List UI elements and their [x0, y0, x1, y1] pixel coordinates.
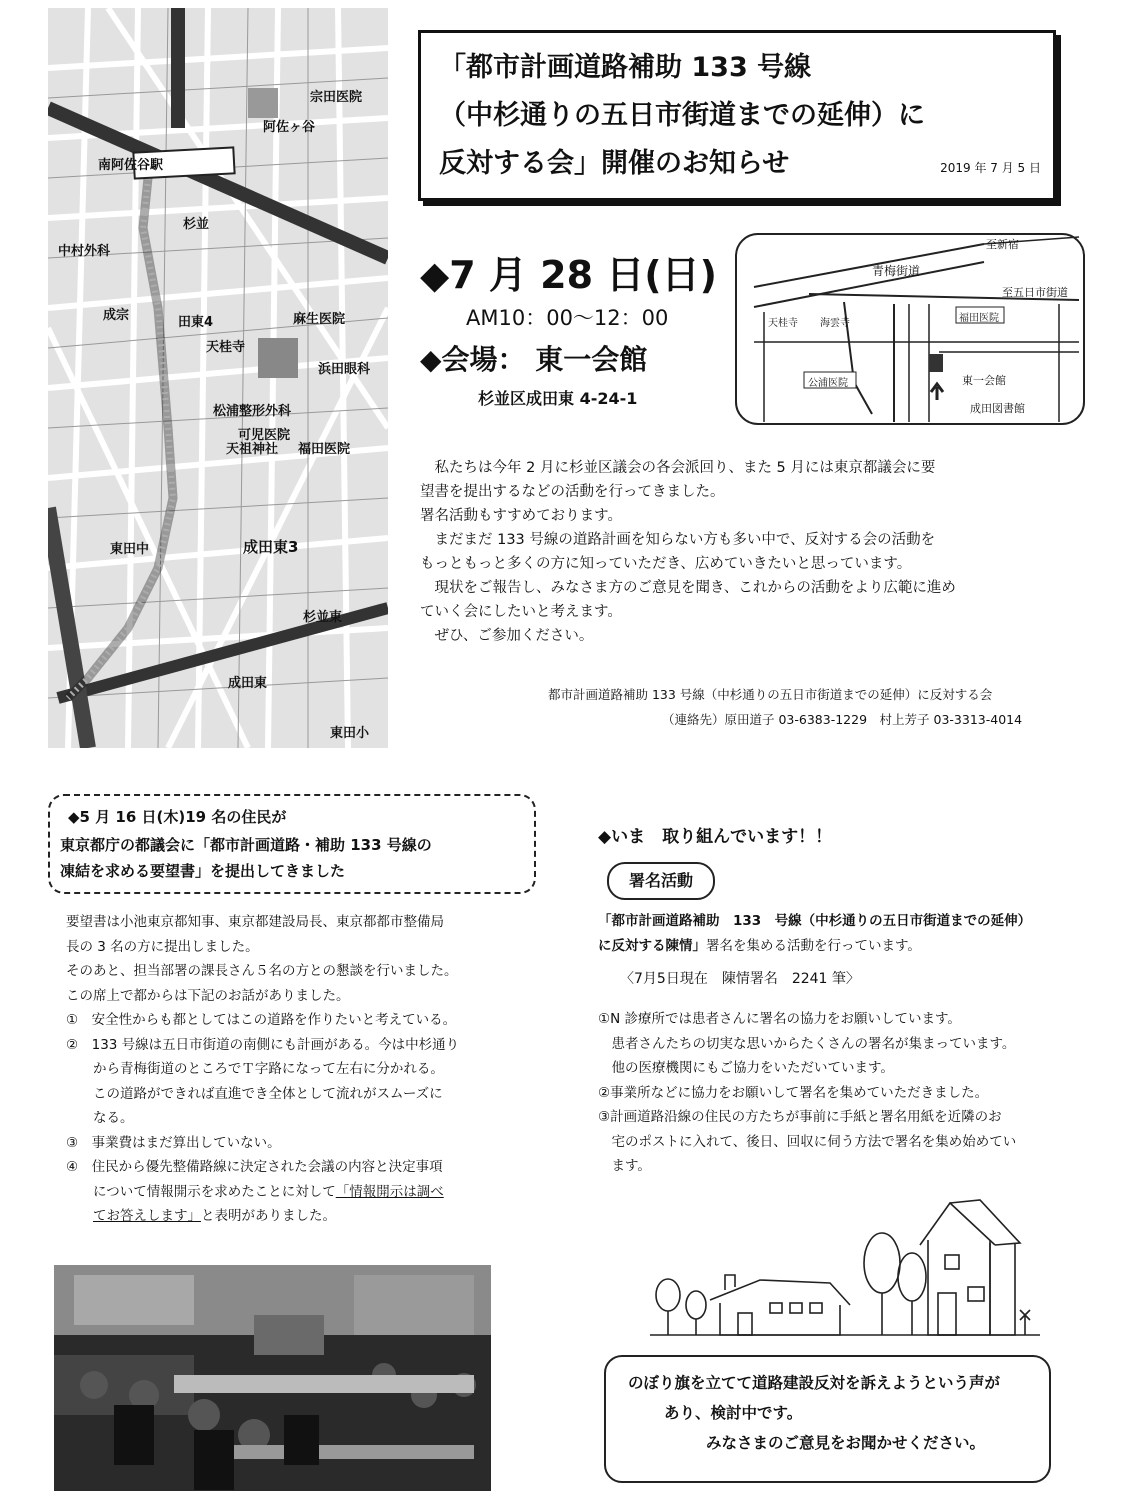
issue-date: 2019 年 7 月 5 日	[940, 161, 1041, 175]
intro-line: 署名活動もすすめております。	[420, 508, 622, 524]
map-label: 東田小	[330, 726, 370, 741]
map-label-kaiunji: 海雲寺	[820, 318, 850, 329]
event-time: AM10：00～12：00	[466, 306, 669, 330]
report-tail: と表明がありました。	[201, 1208, 336, 1224]
map-label: 東田中	[110, 542, 150, 557]
map-label-tenkeiji: 天桂寺	[768, 318, 798, 329]
signature-pill: 署名活動	[607, 862, 715, 900]
report-line: 長の 3 名の方に提出しました。	[66, 938, 259, 955]
bottom-line: あり、検討中です。	[664, 1404, 803, 1422]
map-label: 麻生医院	[293, 312, 346, 327]
petition-line2	[598, 934, 921, 954]
meeting-photo	[54, 1265, 491, 1491]
org-contact: （連絡先）原田道子 03-6383-1229 村上芳子 03-3313-4014	[662, 712, 1023, 727]
petition-title: に反対する陳情」	[598, 938, 706, 954]
report-line: ② 133 号線は五日市街道の南側にも計画がある。今は中杉通り	[66, 1036, 460, 1053]
intro-text	[420, 456, 956, 648]
report-line: ③ 事業費はまだ算出していない。	[66, 1134, 281, 1151]
map-label: 成田東3	[243, 538, 299, 556]
activity-line: ます。	[598, 1158, 651, 1174]
report-line	[66, 1204, 459, 1229]
map-label: 成宗	[103, 308, 130, 323]
map-label-library: 成田図書館	[970, 402, 1025, 415]
activity-line: 他の医療機関にもご協力をいただいています。	[598, 1060, 894, 1076]
intro-line: 私たちは今年 2 月に杉並区議会の各会派回り、また 5 月には東京都議会に要	[420, 460, 936, 476]
title-line: 反対する会」開催のお知らせ	[439, 148, 790, 179]
intro-line: もっともっと多くの方に知っていただき、広めていきたいと思っています。	[420, 556, 912, 572]
activity-list	[598, 1007, 1016, 1179]
report-line: ① 安全性からも都としてはこの道路を作りたいと考えている。	[66, 1012, 457, 1028]
map-label: 可児医院	[238, 428, 291, 443]
houses-illustration	[650, 1195, 1040, 1340]
event-date: ◆7 月 28 日(日)	[420, 253, 717, 297]
activity-line: 患者さんたちの切実な思いからたくさんの署名が集まっています。	[598, 1035, 1016, 1052]
report-line: 要望書は小池東京都知事、東京都建設局長、東京都都市整備局	[66, 914, 444, 930]
org-name: 都市計画道路補助 133 号線（中杉通りの五日市街道までの延伸）に反対する会	[548, 687, 993, 702]
notice-box	[48, 794, 536, 894]
report-line: から青梅街道のところでＴ字路になって左右に分かれる。	[66, 1061, 444, 1077]
report-line: この道路ができれば直進でき全体として流れがスムーズに	[66, 1085, 443, 1102]
bottom-line: のぼり旗を立てて道路建設反対を訴えようという声が	[628, 1374, 1001, 1392]
report-line: この席上で都からは下記のお話がありました。	[66, 987, 350, 1004]
map-label-fukuda: 福田医院	[959, 313, 999, 324]
map-label: 天桂寺	[206, 340, 246, 355]
notice-line: 凍結を求める要望書」を提出してきました	[60, 862, 346, 880]
map-label-kouura: 公浦医院	[808, 378, 848, 389]
intro-line: ぜひ、ご参加ください。	[420, 628, 594, 644]
activity-line: ②事業所などに協力をお願いして署名を集めていただきました。	[598, 1084, 989, 1101]
report-line: そのあと、担当部署の課長さん５名の方との懇談を行いました。	[66, 963, 458, 979]
map-label: 浜田眼科	[318, 362, 371, 377]
now-heading: ◆いま 取り組んでいます！！	[598, 827, 833, 847]
map-label: 南阿佐谷駅	[98, 158, 164, 173]
report-quote: てお答えします」	[93, 1208, 201, 1224]
report-quote: 「情報開示は調べ	[335, 1183, 444, 1200]
notice-line: 東京都庁の都議会に「都市計画道路・補助 133 号線の	[60, 836, 432, 854]
bottom-box	[604, 1355, 1051, 1483]
signature-count: 〈7月5日現在 陳情署名 2241 筆〉	[620, 971, 860, 987]
report-line: なる。	[66, 1110, 134, 1126]
map-label: 宗田医院	[310, 90, 363, 105]
map-label: 松浦整形外科	[213, 404, 292, 419]
map-label: 杉並東	[303, 610, 343, 625]
activity-line: ①N 診療所では患者さんに署名の協力をお願いしています。	[598, 1011, 961, 1027]
petition-line1: 「都市計画道路補助 133 号線（中杉通りの五日市街道までの延伸）	[598, 913, 1032, 929]
event-address: 杉並区成田東 4-24-1	[478, 389, 638, 408]
activity-line: ③計画道路沿線の住民の方たちが事前に手紙と署名用紙を近隣のお	[598, 1109, 1002, 1125]
report-text	[66, 910, 459, 1229]
map-label-hall: 東一会館	[962, 374, 1006, 387]
access-map	[734, 232, 1086, 426]
intro-line: まだまだ 133 号線の道路計画を知らない方も多い中で、反対する会の活動を	[420, 532, 936, 548]
map-label: 田東4	[178, 315, 214, 330]
activity-line: 宅のポストに入れて、後日、回収に伺う方法で署名を集め始めてい	[598, 1133, 1017, 1150]
intro-line: 現状をご報告し、みなさま方のご意見を聞き、これからの活動をより広範に進め	[420, 580, 956, 596]
petition-desc: 署名を集める活動を行っています。	[706, 938, 921, 954]
notice-line: ◆5 月 16 日(木)19 名の住民が	[68, 808, 287, 826]
intro-line: 望書を提出するなどの活動を行ってきました。	[420, 484, 725, 500]
map-label: 福田医院	[298, 442, 351, 457]
map-label: 阿佐ヶ谷	[263, 120, 316, 135]
title-box	[418, 30, 1056, 201]
report-line	[66, 1180, 459, 1205]
map-label-itsukaichi: 至五日市街道	[1002, 286, 1068, 299]
report-line: ④ 住民から優先整備路線に決定された会議の内容と決定事項	[66, 1159, 443, 1175]
intro-line: ていく会にしたいと考えます。	[420, 604, 622, 620]
map-label-ome: 青梅街道	[872, 264, 921, 278]
report-line-text: について情報開示を求めたことに対して	[66, 1183, 336, 1200]
map-label: 成田東	[228, 676, 268, 691]
title-line: 「都市計画道路補助 133 号線	[439, 52, 812, 83]
map-label-shinjuku: 至新宿	[986, 238, 1019, 251]
map-label: 天祖神社	[226, 442, 279, 457]
title-line: （中杉通りの五日市街道までの延伸）に	[439, 100, 925, 131]
map-label: 中村外科	[58, 244, 111, 259]
map-label: 杉並	[183, 217, 210, 232]
event-venue: ◆会場： 東一会館	[420, 343, 648, 376]
bottom-line: みなさまのご意見をお聞かせください。	[706, 1434, 986, 1452]
